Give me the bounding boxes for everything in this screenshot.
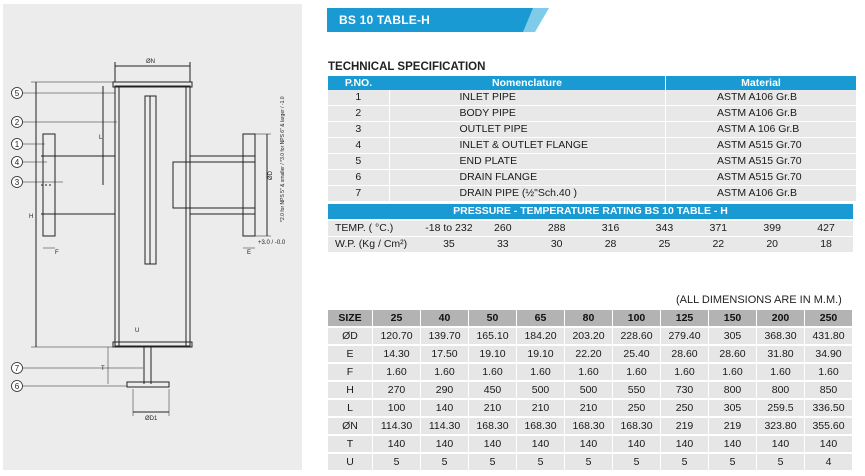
pressure-value: 28 bbox=[584, 237, 638, 253]
dimension-value: 140 bbox=[517, 435, 565, 453]
table-row bbox=[328, 154, 856, 170]
part-number: 6 bbox=[328, 170, 389, 186]
product-title-banner bbox=[327, 8, 549, 32]
dimension-value: 450 bbox=[469, 381, 517, 399]
dimension-value: 1.60 bbox=[709, 363, 757, 381]
row-label: W.P. (Kg / Cm²) bbox=[328, 237, 422, 253]
pressure-temperature-table bbox=[328, 221, 853, 253]
dimension-value: 28.60 bbox=[661, 345, 709, 363]
dimension-value: 305 bbox=[709, 327, 757, 345]
dimension-value: 850 bbox=[805, 381, 853, 399]
dim-label-t: T bbox=[101, 366, 105, 372]
dimensions-table bbox=[328, 310, 853, 470]
dim-label-od: ØD bbox=[268, 171, 274, 180]
dimension-value: 140 bbox=[373, 435, 421, 453]
table-row bbox=[328, 399, 853, 417]
callout-label: 6 bbox=[14, 382, 20, 391]
dimension-value: 19.10 bbox=[469, 345, 517, 363]
temperature-row bbox=[328, 221, 853, 237]
part-material: ASTM A106 Gr.B bbox=[666, 106, 857, 122]
dimension-value: 368.30 bbox=[757, 327, 805, 345]
pressure-value: 35 bbox=[422, 237, 476, 253]
temperature-value: 399 bbox=[745, 221, 799, 237]
size-column-header: 65 bbox=[517, 310, 565, 327]
callout-markers bbox=[12, 88, 23, 392]
outlet-flange-shape bbox=[243, 134, 255, 236]
dimension-value: 1.60 bbox=[757, 363, 805, 381]
part-name: INLET PIPE bbox=[389, 90, 666, 106]
dimension-value: 1.60 bbox=[661, 363, 709, 381]
dim-label-f: F bbox=[55, 250, 59, 256]
dimension-value: 5 bbox=[613, 453, 661, 470]
dimension-value: 336.50 bbox=[805, 399, 853, 417]
table-header-row bbox=[328, 76, 856, 90]
part-material: ASTM A515 Gr.70 bbox=[666, 154, 857, 170]
dimension-value: 323.80 bbox=[757, 417, 805, 435]
working-pressure-row bbox=[328, 237, 853, 253]
dimension-value: 140 bbox=[709, 435, 757, 453]
dimension-value: 1.60 bbox=[421, 363, 469, 381]
dimensions-unit-note: (ALL DIMENSIONS ARE IN M.M.) bbox=[676, 294, 842, 306]
dim-label-tolerance: +3.0 / -0.0 bbox=[258, 240, 286, 246]
dim-label-n: ØN bbox=[146, 59, 155, 65]
dimension-label: ØD bbox=[328, 327, 373, 345]
temperature-value: -18 to 232 bbox=[422, 221, 476, 237]
dimension-value: 140 bbox=[565, 435, 613, 453]
part-name: BODY PIPE bbox=[389, 106, 666, 122]
dimension-label: E bbox=[328, 345, 373, 363]
dimension-value: 500 bbox=[565, 381, 613, 399]
dimension-value: 22.20 bbox=[565, 345, 613, 363]
table-row bbox=[328, 90, 856, 106]
dimension-value: 219 bbox=[661, 417, 709, 435]
dim-label-h: H bbox=[29, 214, 34, 220]
callout-label: 5 bbox=[14, 89, 20, 98]
dimension-value: 120.70 bbox=[373, 327, 421, 345]
temperature-value: 316 bbox=[584, 221, 638, 237]
dimension-value: 1.60 bbox=[613, 363, 661, 381]
size-column-header: 250 bbox=[805, 310, 853, 327]
dimension-value: 17.50 bbox=[421, 345, 469, 363]
column-header: Material bbox=[666, 76, 857, 90]
dimension-value: 5 bbox=[469, 453, 517, 470]
part-material: ASTM A106 Gr.B bbox=[666, 90, 857, 106]
callout-label: 1 bbox=[14, 140, 20, 149]
dimension-value: 5 bbox=[517, 453, 565, 470]
dimension-label: L bbox=[328, 399, 373, 417]
part-material: ASTM A515 Gr.70 bbox=[666, 170, 857, 186]
dimension-value: 5 bbox=[757, 453, 805, 470]
dimension-value: 1.60 bbox=[517, 363, 565, 381]
table-row bbox=[328, 345, 853, 363]
drain-flange-shape bbox=[127, 382, 169, 387]
dimension-value: 168.30 bbox=[517, 417, 565, 435]
dimension-value: 168.30 bbox=[613, 417, 661, 435]
dimension-value: 168.30 bbox=[565, 417, 613, 435]
dimension-value: 355.60 bbox=[805, 417, 853, 435]
dimension-value: 800 bbox=[709, 381, 757, 399]
dimension-value: 34.90 bbox=[805, 345, 853, 363]
callout-label: 2 bbox=[14, 118, 20, 127]
table-row bbox=[328, 363, 853, 381]
pressure-temperature-title: PRESSURE - TEMPERATURE RATING BS 10 TABLE - H bbox=[328, 204, 853, 219]
dimension-label: ØN bbox=[328, 417, 373, 435]
dimension-value: 31.80 bbox=[757, 345, 805, 363]
size-column-header: 50 bbox=[469, 310, 517, 327]
size-column-header: 200 bbox=[757, 310, 805, 327]
part-name: INLET & OUTLET FLANGE bbox=[389, 138, 666, 154]
dimension-value: 800 bbox=[757, 381, 805, 399]
dimension-value: 5 bbox=[421, 453, 469, 470]
product-title: BS 10 TABLE-H bbox=[339, 13, 431, 27]
size-column-header: 150 bbox=[709, 310, 757, 327]
dimension-value: 140 bbox=[805, 435, 853, 453]
dimension-value: 1.60 bbox=[469, 363, 517, 381]
dimension-value: 210 bbox=[565, 399, 613, 417]
dimension-value: 1.60 bbox=[805, 363, 853, 381]
table-row bbox=[328, 170, 856, 186]
drawing-note: *2.0 for NPS 5" & smaller / *3.0 for NPS 6" & larger / -1.0 bbox=[280, 96, 286, 222]
body-pipe-shape bbox=[115, 86, 190, 346]
pressure-value: 25 bbox=[638, 237, 692, 253]
dimension-value: 25.40 bbox=[613, 345, 661, 363]
dimension-label: T bbox=[328, 435, 373, 453]
dimension-value: 5 bbox=[709, 453, 757, 470]
part-number: 5 bbox=[328, 154, 389, 170]
dimension-value: 250 bbox=[661, 399, 709, 417]
part-number: 1 bbox=[328, 90, 389, 106]
dimension-value: 305 bbox=[709, 399, 757, 417]
dimension-value: 5 bbox=[373, 453, 421, 470]
dimension-value: 14.30 bbox=[373, 345, 421, 363]
dimension-value: 5 bbox=[565, 453, 613, 470]
table-row bbox=[328, 327, 853, 345]
technical-drawing bbox=[3, 4, 302, 470]
callout-label: 7 bbox=[14, 364, 20, 373]
size-column-header: 125 bbox=[661, 310, 709, 327]
dimension-value: 730 bbox=[661, 381, 709, 399]
dimension-value: 165.10 bbox=[469, 327, 517, 345]
dim-label-l: L bbox=[99, 135, 103, 141]
dim-label-e: E bbox=[247, 250, 252, 256]
part-material: ASTM A106 Gr.B bbox=[666, 186, 857, 202]
table-row bbox=[328, 186, 856, 202]
row-label: TEMP. ( °C.) bbox=[328, 221, 422, 237]
table-row bbox=[328, 381, 853, 399]
dimension-value: 259.5 bbox=[757, 399, 805, 417]
part-name: DRAIN PIPE (½"Sch.40 ) bbox=[389, 186, 666, 202]
temperature-value: 371 bbox=[691, 221, 745, 237]
dimension-value: 140 bbox=[613, 435, 661, 453]
part-number: 2 bbox=[328, 106, 389, 122]
dimension-value: 279.40 bbox=[661, 327, 709, 345]
dimension-value: 140 bbox=[469, 435, 517, 453]
part-name: DRAIN FLANGE bbox=[389, 170, 666, 186]
spec-section-title: TECHNICAL SPECIFICATION bbox=[328, 61, 486, 73]
dimension-value: 184.20 bbox=[517, 327, 565, 345]
size-header: SIZE bbox=[328, 310, 373, 327]
strainer-drawing bbox=[3, 4, 302, 470]
pressure-value: 18 bbox=[799, 237, 853, 253]
part-number: 3 bbox=[328, 122, 389, 138]
dimension-value: 140 bbox=[421, 435, 469, 453]
size-column-header: 80 bbox=[565, 310, 613, 327]
table-row bbox=[328, 106, 856, 122]
part-number: 4 bbox=[328, 138, 389, 154]
dimension-value: 140 bbox=[661, 435, 709, 453]
dimension-value: 203.20 bbox=[565, 327, 613, 345]
pressure-value: 20 bbox=[745, 237, 799, 253]
dimension-value: 114.30 bbox=[373, 417, 421, 435]
part-material: ASTM A 106 Gr.B bbox=[666, 122, 857, 138]
dimension-value: 210 bbox=[517, 399, 565, 417]
dimension-value: 219 bbox=[709, 417, 757, 435]
dim-label-u: U bbox=[135, 328, 140, 334]
dimension-label: U bbox=[328, 453, 373, 470]
dimension-value: 28.60 bbox=[709, 345, 757, 363]
table-row bbox=[328, 138, 856, 154]
dim-label-d1: ØD1 bbox=[145, 416, 158, 422]
dimension-value: 550 bbox=[613, 381, 661, 399]
dimension-value: 168.30 bbox=[469, 417, 517, 435]
dimension-value: 250 bbox=[613, 399, 661, 417]
pressure-value: 22 bbox=[691, 237, 745, 253]
part-number: 7 bbox=[328, 186, 389, 202]
dimension-value: 228.60 bbox=[613, 327, 661, 345]
size-column-header: 25 bbox=[373, 310, 421, 327]
temperature-value: 288 bbox=[530, 221, 584, 237]
dimension-value: 1.60 bbox=[565, 363, 613, 381]
dimension-value: 1.60 bbox=[373, 363, 421, 381]
dimension-value: 140 bbox=[421, 399, 469, 417]
dimension-value: 290 bbox=[421, 381, 469, 399]
dimension-label: F bbox=[328, 363, 373, 381]
dimension-value: 500 bbox=[517, 381, 565, 399]
part-name: OUTLET PIPE bbox=[389, 122, 666, 138]
table-row bbox=[328, 453, 853, 470]
dimension-value: 4 bbox=[805, 453, 853, 470]
temperature-value: 427 bbox=[799, 221, 853, 237]
temperature-value: 343 bbox=[638, 221, 692, 237]
part-material: ASTM A515 Gr.70 bbox=[666, 138, 857, 154]
dimension-label: H bbox=[328, 381, 373, 399]
dimension-value: 114.30 bbox=[421, 417, 469, 435]
column-header: P.NO. bbox=[328, 76, 389, 90]
dimension-value: 140 bbox=[757, 435, 805, 453]
pressure-value: 33 bbox=[476, 237, 530, 253]
dimension-value: 100 bbox=[373, 399, 421, 417]
column-header: Nomenclature bbox=[389, 76, 666, 90]
table-row bbox=[328, 122, 856, 138]
table-row bbox=[328, 417, 853, 435]
temperature-value: 260 bbox=[476, 221, 530, 237]
callout-label: 3 bbox=[14, 178, 20, 187]
pressure-value: 30 bbox=[530, 237, 584, 253]
size-column-header: 40 bbox=[421, 310, 469, 327]
dimension-value: 431.80 bbox=[805, 327, 853, 345]
dimension-value: 210 bbox=[469, 399, 517, 417]
table-row bbox=[328, 435, 853, 453]
table-header-row bbox=[328, 310, 853, 327]
dimension-value: 139.70 bbox=[421, 327, 469, 345]
part-name: END PLATE bbox=[389, 154, 666, 170]
technical-specification-table bbox=[328, 76, 856, 202]
dimension-value: 5 bbox=[661, 453, 709, 470]
size-column-header: 100 bbox=[613, 310, 661, 327]
dimension-value: 19.10 bbox=[517, 345, 565, 363]
callout-label: 4 bbox=[14, 158, 20, 167]
dimension-value: 270 bbox=[373, 381, 421, 399]
